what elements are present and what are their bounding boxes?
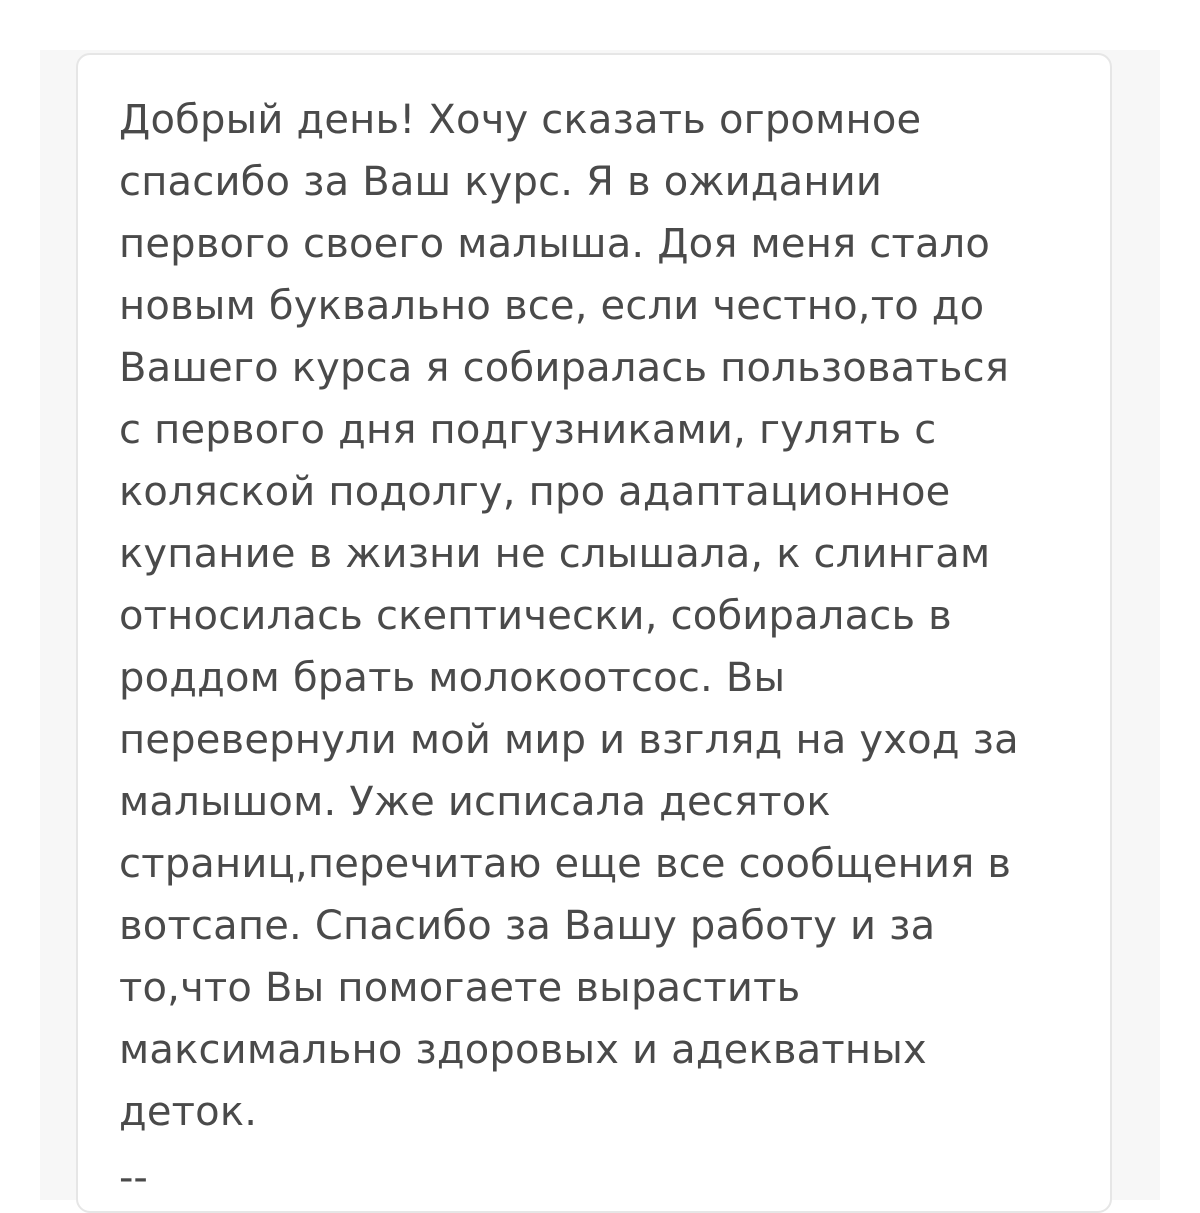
message-line: спасибо за Ваш курс. Я в ожидании: [119, 159, 883, 205]
message-line: перевернули мой мир и взгляд на уход за: [119, 717, 1019, 763]
message-line: первого своего малыша. Доя меня стало: [119, 221, 991, 267]
right-margin: [1160, 0, 1200, 1200]
message-line: деток.: [119, 1089, 258, 1135]
message-line: относилась скептически, собиралась в: [119, 593, 952, 639]
message-line: с первого дня подгузниками, гулять с: [119, 407, 937, 453]
message-line: то,что Вы помогаете вырастить: [119, 965, 801, 1011]
message-line: вотсапе. Спасибо за Вашу работу и за: [119, 903, 936, 949]
message-line: максимально здоровых и адекватных: [119, 1027, 927, 1073]
message-card: [76, 53, 1112, 1213]
message-line: малышом. Уже исписала десяток: [119, 779, 831, 825]
left-margin: [0, 0, 40, 1200]
signature-separator: --: [119, 1155, 148, 1201]
message-line: купание в жизни не слышала, к слингам: [119, 531, 991, 577]
message-line: Добрый день! Хочу сказать огромное: [119, 97, 922, 143]
message-line: Вашего курса я собиралась пользоваться: [119, 345, 1010, 391]
message-line: роддом брать молокоотсос. Вы: [119, 655, 786, 701]
message-line: новым буквально все, если честно,то до: [119, 283, 985, 329]
message-body: [119, 89, 1079, 1143]
message-line: коляской подолгу, про адаптационное: [119, 469, 951, 515]
message-line: страниц,перечитаю еще все сообщения в: [119, 841, 1012, 887]
